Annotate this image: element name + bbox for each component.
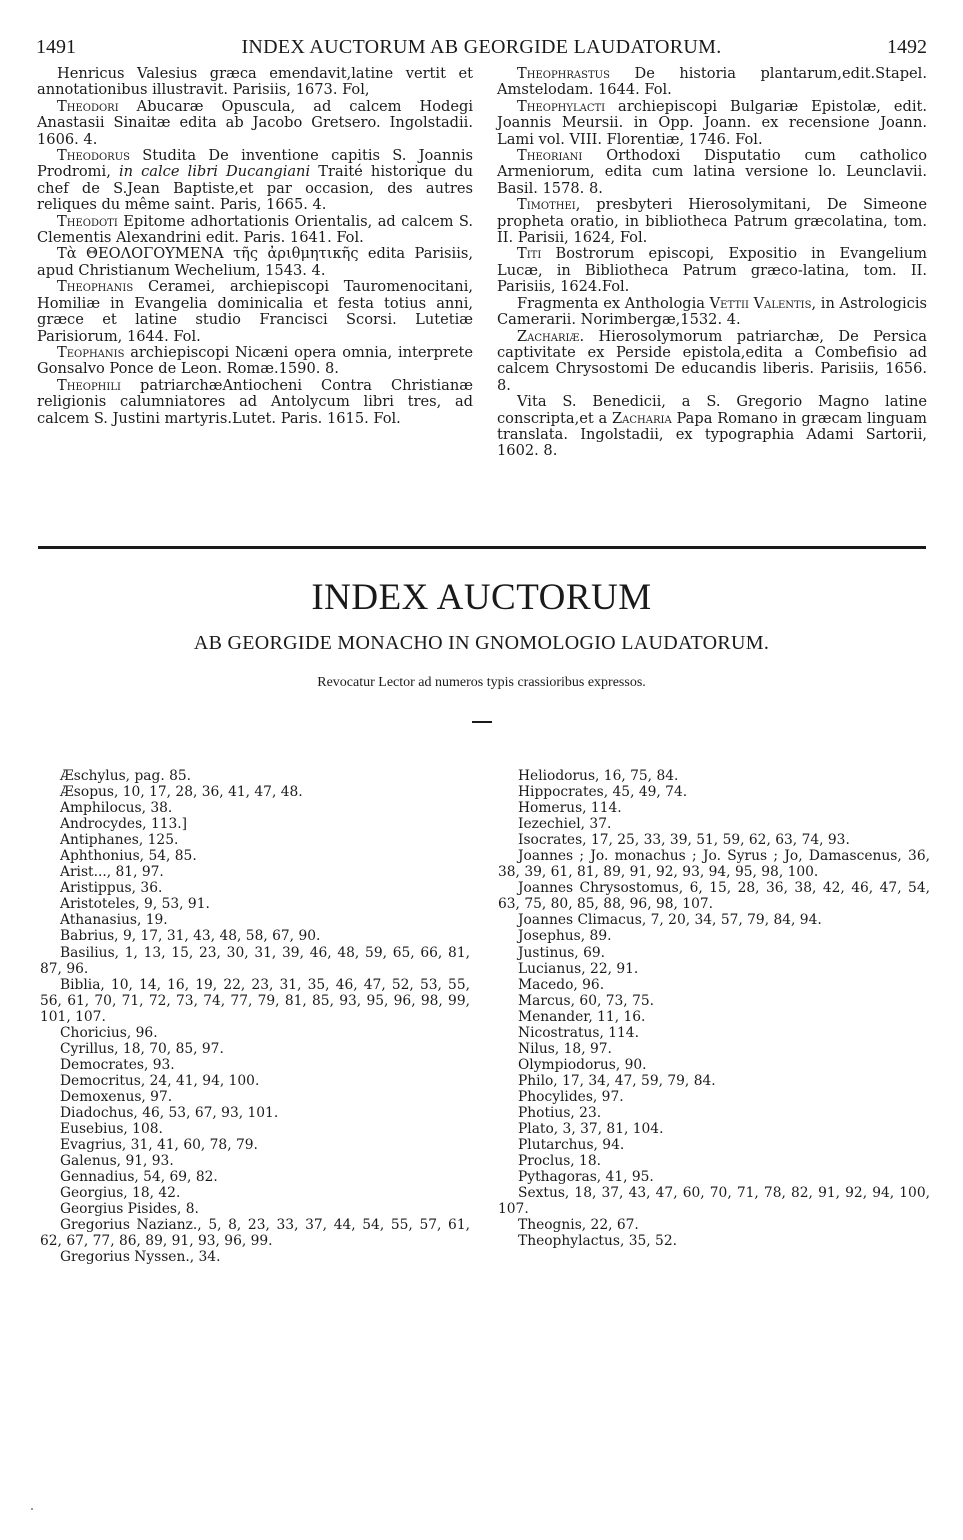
index-entry: Philo, 17, 34, 47, 59, 79, 84. (518, 1072, 716, 1089)
bib-entry: Theophylacti archiepiscopi Bulgariæ Epistolæ, edit. Joannis Meursii. in Opp. Joann. ex recensione Joann. Lami vol. VIII. Florentiæ, 1746. Fol. (497, 97, 927, 148)
page-number-left: 1491 (36, 36, 76, 58)
index-entry: Choricius, 96. (60, 1024, 158, 1041)
bib-entry: Fragmenta ex Anthologia Vettii Valentis, in Astrologicis Camerarii. Norimbergæ,1532. 4. (497, 294, 927, 329)
index-entry: Iezechiel, 37. (518, 816, 612, 833)
index-entry: Æsopus, 10, 17, 28, 36, 41, 47, 48. (60, 784, 303, 801)
index-entry: Plato, 3, 37, 81, 104. (518, 1121, 664, 1138)
index-entry: Justinus, 69. (518, 944, 606, 961)
index-entry: Eusebius, 108. (60, 1121, 163, 1138)
index-entry: Marcus, 60, 73, 75. (518, 992, 655, 1009)
author-index-column-right (498, 768, 930, 1249)
index-entry: Aphthonius, 54, 85. (60, 848, 197, 865)
page-number-right: 1492 (887, 36, 927, 58)
index-entry: Biblia, 10, 14, 16, 19, 22, 23, 31, 35, 46, 47, 52, 53, 55, 56, 61, 70, 71, 72, 73, 74, 77, 79, 81, 85, 93, 95, 96, 98, 99, 101, 107. (40, 976, 470, 1025)
index-entry: Amphilocus, 38. (60, 800, 173, 817)
bib-entry: Theophanis Ceramei, archiepiscopi Tauromenocitani, Homiliæ in Evangelia dominicalia et festa totius anni, græce et latine studio Francisci Scorsi. Lutetiæ Parisiorum, 1644. Fol. (37, 278, 473, 345)
index-entry: Demoxenus, 97. (60, 1088, 173, 1105)
section-title: INDEX AUCTORUM (311, 577, 652, 618)
index-entry: Democritus, 24, 41, 94, 100. (60, 1072, 260, 1089)
index-entry: Macedo, 96. (518, 976, 605, 993)
author-index-column-left (40, 768, 470, 1265)
bib-entry: Theophrastus De historia plantarum,edit.Stapel. Amstelodam. 1644. Fol. (497, 65, 927, 99)
index-entry: Georgius Pisides, 8. (60, 1201, 199, 1218)
bib-entry: Theodoti Epitome adhortationis Orientalis, ad calcem S. Clementis Alexandrini edit. Paris. 1641. Fol. (37, 212, 473, 247)
bib-entry: Theodori Abucaræ Opuscula, ad calcem Hodegi Anastasii Sinaitæ edita ab Jacobo Gretsero. Ingolstadii. 1606. 4. (37, 97, 473, 148)
index-entry: Olympiodorus, 90. (518, 1056, 647, 1073)
index-entry: Photius, 23. (518, 1104, 602, 1121)
index-entry: Athanasius, 19. (60, 912, 168, 929)
index-entry: Proclus, 18. (518, 1153, 602, 1170)
index-entry: Gennadius, 54, 69, 82. (60, 1169, 218, 1186)
bib-entry: Theodorus Studita De inventione capitis S. Joannis Prodromi, in calce libri Ducangiani Traité historique du chef de S.Jean Baptiste,et par occasion, des autres reliques du même saint. Paris, 1665. 4. (37, 147, 473, 214)
index-entry: Heliodorus, 16, 75, 84. (518, 768, 679, 784)
bib-entry: Zachariæ. Hierosolymorum patriarchæ, De Persica captivitate ex Perside epistola,edita a Combefisio ad calcem Chrysostomi De educandis liberis. Parisiis, 1656. 8. (497, 327, 927, 394)
bib-entry: Titi Bostrorum episcopi, Expositio in Evangelium Lucæ, in Bibliotheca Patrum græco-latina, tom. II. Parisiis, 1624.Fol. (497, 245, 927, 296)
bib-entry: Τὰ ΘΕΟΛΟΓΟΥΜΕΝΑ τῆς ἀριθμητικῆς edita Parisiis, apud Christianum Wechelium, 1543. 4. (37, 245, 473, 279)
index-entry: Nilus, 18, 97. (518, 1040, 612, 1057)
running-head (36, 36, 927, 60)
paper-speck (31, 1508, 33, 1510)
index-entry: Phocylides, 97. (518, 1088, 624, 1105)
index-entry: Arist..., 81, 97. (60, 864, 164, 881)
index-entry: Æschylus, pag. 85. (60, 768, 192, 784)
index-entry: Homerus, 114. (518, 800, 622, 817)
index-entry: Theophylactus, 35, 52. (518, 1233, 677, 1250)
index-entry: Josephus, 89. (518, 928, 612, 945)
index-entry: Joannes Chrysostomus, 6, 15, 28, 36, 38, 42, 46, 47, 54, 63, 75, 80, 85, 88, 96, 98, 107. (498, 880, 930, 913)
index-entry: Pythagoras, 41, 95. (518, 1169, 654, 1186)
bibliography-column-right (497, 66, 927, 460)
section-divider-rule (38, 546, 926, 549)
index-entry: Hippocrates, 45, 49, 74. (518, 784, 688, 801)
index-entry: Diadochus, 46, 53, 67, 93, 101. (60, 1104, 279, 1121)
ornament-dash (472, 721, 492, 723)
index-entry: Androcydes, 113.] (60, 816, 188, 833)
bib-entry: Teophanis archiepiscopi Nicæni opera omnia, interprete Gonsalvo Ponce de Leon. Romæ.1590. 8. (37, 343, 473, 378)
index-entry: Gregorius Nazianz., 5, 8, 23, 33, 37, 44, 54, 55, 57, 61, 62, 67, 77, 86, 89, 91, 93, 96, 99. (40, 1217, 470, 1250)
bib-entry: Timothei, presbyteri Hierosolymitani, De Simeone propheta oratio, in bibliotheca Patrum græcolatina, tom. II. Parisii, 1624, Fol. (497, 196, 927, 247)
index-entry: Theognis, 22, 67. (518, 1217, 639, 1234)
index-entry: Nicostratus, 114. (518, 1024, 639, 1041)
index-entry: Joannes ; Jo. monachus ; Jo. Syrus ; Jo, Damascenus, 36, 38, 39, 61, 81, 89, 91, 92, 93, 94, 95, 98, 100. (498, 848, 930, 881)
bib-entry: Henricus Valesius græca emendavit,latine vertit et annotationibus illustravit. Parisiis, 1673. Fol, (37, 65, 473, 99)
index-entry: Basilius, 1, 13, 15, 23, 30, 31, 39, 46, 48, 59, 65, 66, 81, 87, 96. (40, 944, 470, 977)
index-entry: Joannes Climacus, 7, 20, 34, 57, 79, 84, 94. (518, 912, 822, 929)
index-entry: Antiphanes, 125. (60, 832, 179, 849)
section-note: Revocatur Lector ad numeros typis crassioribus expressos. (317, 675, 646, 690)
index-entry: Sextus, 18, 37, 43, 47, 60, 70, 71, 78, 82, 91, 92, 94, 100, 107. (498, 1185, 930, 1218)
index-entry: Menander, 11, 16. (518, 1008, 646, 1025)
bib-entry: Theoriani Orthodoxi Disputatio cum catholico Armeniorum, edita cum latina versione lo. Leunclavii. Basil. 1578. 8. (497, 147, 927, 197)
index-entry: Plutarchus, 94. (518, 1137, 625, 1154)
index-entry: Evagrius, 31, 41, 60, 78, 79. (60, 1137, 258, 1154)
index-entry: Aristoteles, 9, 53, 91. (60, 896, 210, 913)
bib-entry: Vita S. Benedicii, a S. Gregorio Magno latine conscripta,et a Zacharia Papa Romano in græcam linguam translata. Ingolstadii, ex typographia Adami Sartorii, 1602. 8. (497, 393, 927, 460)
section-subtitle: AB GEORGIDE MONACHO IN GNOMOLOGIO LAUDATORUM. (193, 632, 770, 654)
index-entry: Cyrillus, 18, 70, 85, 97. (60, 1040, 224, 1057)
index-entry: Lucianus, 22, 91. (518, 960, 639, 977)
bib-entry: Theophili patriarchæAntiocheni Contra Christianæ religionis calumniatores ad Antolycum libri tres, ad calcem S. Justini martyris.Lutet. Paris. 1615. Fol. (37, 376, 473, 427)
index-entry: Gregorius Nyssen., 34. (60, 1249, 221, 1266)
index-entry: Aristippus, 36. (60, 880, 163, 897)
index-entry: Galenus, 91, 93. (60, 1153, 174, 1170)
index-entry: Isocrates, 17, 25, 33, 39, 51, 59, 62, 63, 74, 93. (518, 832, 850, 849)
index-entry: Babrius, 9, 17, 31, 43, 48, 58, 67, 90. (60, 928, 321, 945)
index-entry: Democrates, 93. (60, 1056, 175, 1073)
running-title: INDEX AUCTORUM AB GEORGIDE LAUDATORUM. (241, 36, 722, 58)
bibliography-column-left (37, 66, 473, 427)
index-entry: Georgius, 18, 42. (60, 1185, 181, 1202)
